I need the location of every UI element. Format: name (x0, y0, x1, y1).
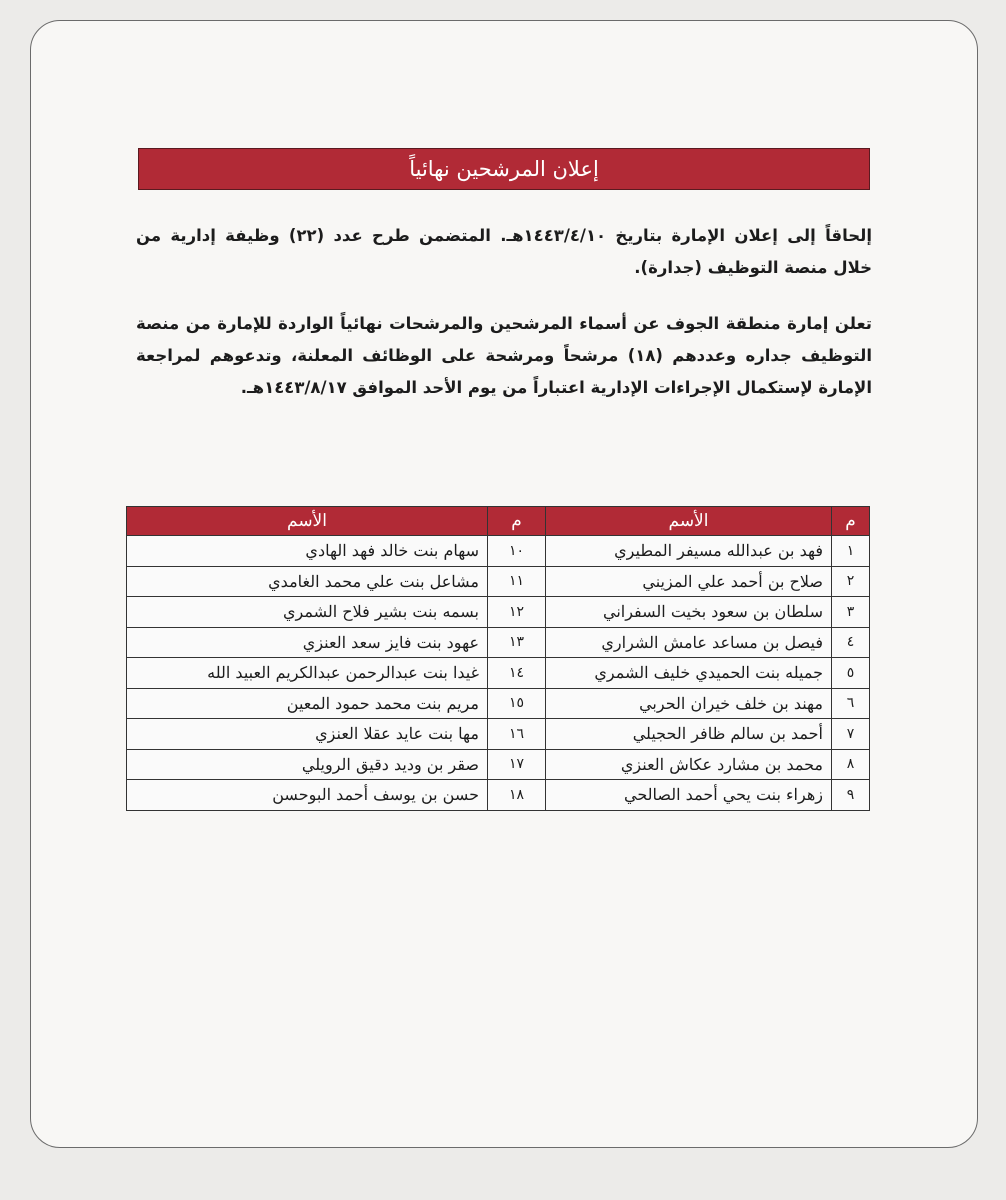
row-number: ١٥ (488, 688, 546, 719)
table-row (127, 688, 870, 719)
candidates-table (126, 506, 870, 811)
announcement-title: إعلان المرشحين نهائياً (138, 148, 870, 190)
table-row (127, 658, 870, 689)
row-number: ٧ (832, 719, 870, 750)
table-row (127, 719, 870, 750)
candidate-name: زهراء بنت يحي أحمد الصالحي (546, 780, 832, 811)
row-number: ١٢ (488, 597, 546, 628)
candidate-name: سلطان بن سعود بخيت السفراني (546, 597, 832, 628)
row-number: ١٨ (488, 780, 546, 811)
header-name-2: الأسم (127, 507, 488, 536)
row-number: ٢ (832, 566, 870, 597)
candidate-name: جميله بنت الحميدي خليف الشمري (546, 658, 832, 689)
row-number: ١٣ (488, 627, 546, 658)
table-row (127, 780, 870, 811)
table-row (127, 566, 870, 597)
header-num-2: م (488, 507, 546, 536)
row-number: ٦ (832, 688, 870, 719)
candidate-name: مهند بن خلف خيران الحربي (546, 688, 832, 719)
table-row (127, 749, 870, 780)
row-number: ٨ (832, 749, 870, 780)
candidate-name: سهام بنت خالد فهد الهادي (127, 536, 488, 567)
row-number: ١٤ (488, 658, 546, 689)
row-number: ١١ (488, 566, 546, 597)
candidate-name: أحمد بن سالم ظافر الحجيلي (546, 719, 832, 750)
candidate-name: بسمه بنت بشير فلاح الشمري (127, 597, 488, 628)
header-name-1: الأسم (546, 507, 832, 536)
row-number: ٣ (832, 597, 870, 628)
candidate-name: مها بنت عايد عقلا العنزي (127, 719, 488, 750)
header-num-1: م (832, 507, 870, 536)
candidate-name: غيدا بنت عبدالرحمن عبدالكريم العبيد الله (127, 658, 488, 689)
candidate-name: محمد بن مشارد عكاش العنزي (546, 749, 832, 780)
intro-paragraph: إلحاقاً إلى إعلان الإمارة بتاريخ ١٤٤٣/٤/١٠هـ. المتضمن طرح عدد (٢٢) وظيفة إدارية من خلال منصة التوظيف (جدارة). (136, 226, 873, 277)
candidate-name: حسن بن يوسف أحمد البوحسن (127, 780, 488, 811)
table-header-row (127, 507, 870, 536)
candidate-name: مشاعل بنت علي محمد الغامدي (127, 566, 488, 597)
row-number: ٩ (832, 780, 870, 811)
announcement-paragraph: تعلن إمارة منطقة الجوف عن أسماء المرشحين والمرشحات نهائياً الواردة للإمارة من منصة التوظيف جداره وعددهم (١٨) مرشحاً ومرشحة على الوظائف المعلنة، وتدعوهم لمراجعة الإمارة لإستكمال الإجراءات الإدارية اعتباراً من يوم الأحد الموافق ١٤٤٣/٨/١٧هـ. (136, 314, 872, 397)
candidate-name: صلاح بن أحمد علي المزيني (546, 566, 832, 597)
row-number: ٤ (832, 627, 870, 658)
candidate-name: مريم بنت محمد حمود المعين (127, 688, 488, 719)
candidate-name: صقر بن وديد دقيق الرويلي (127, 749, 488, 780)
candidate-name: فهد بن عبدالله مسيفر المطيري (546, 536, 832, 567)
row-number: ١٧ (488, 749, 546, 780)
candidate-name: فيصل بن مساعد عامش الشراري (546, 627, 832, 658)
row-number: ١٦ (488, 719, 546, 750)
table-row (127, 536, 870, 567)
candidate-name: عهود بنت فايز سعد العنزي (127, 627, 488, 658)
row-number: ١ (832, 536, 870, 567)
row-number: ٥ (832, 658, 870, 689)
table-row (127, 627, 870, 658)
table-row (127, 597, 870, 628)
row-number: ١٠ (488, 536, 546, 567)
